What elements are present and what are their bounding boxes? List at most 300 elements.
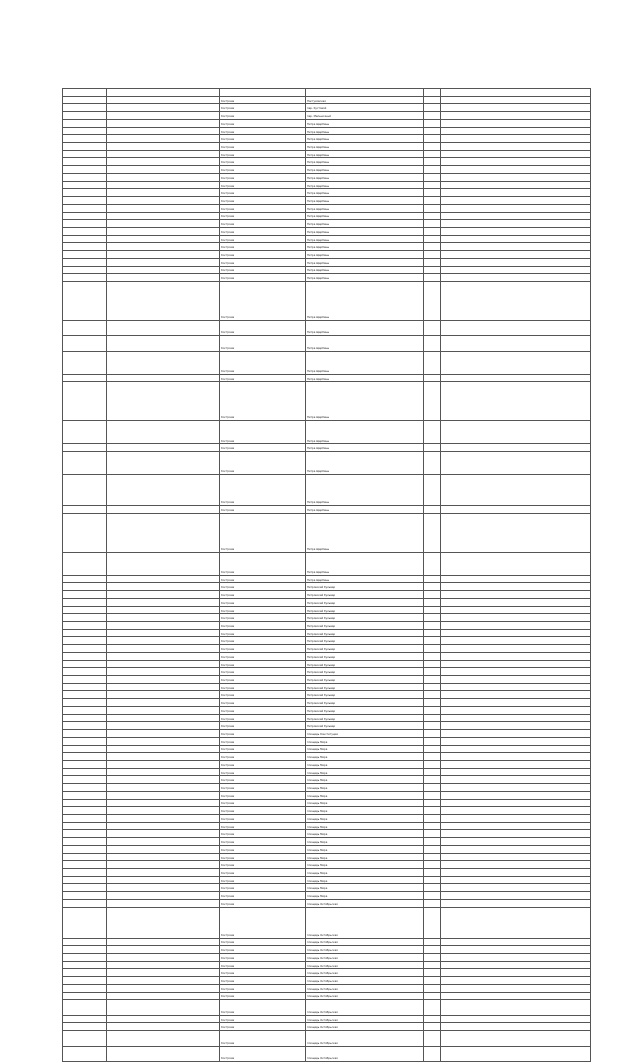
cell-house: [424, 660, 441, 668]
cell-n: [63, 807, 107, 815]
cell-n: [63, 660, 107, 668]
cell-city: Кострома: [220, 884, 306, 892]
cell-code: [107, 830, 220, 838]
cell-room: [441, 266, 591, 274]
cell-house: [424, 1015, 441, 1023]
table-row: [63, 181, 591, 189]
cell-street: площадь Октябрьская: [306, 992, 424, 1000]
cell-city: Кострома: [220, 676, 306, 684]
cell-house: [424, 220, 441, 228]
cell-code: [107, 791, 220, 799]
cell-code: [107, 181, 220, 189]
table-row: [63, 274, 591, 282]
cell-city: Кострома: [220, 266, 306, 274]
cell-house: [424, 683, 441, 691]
cell-city: Кострома: [220, 791, 306, 799]
cell-room: [441, 676, 591, 684]
table-row: [63, 969, 591, 977]
cell-room: [441, 838, 591, 846]
cell-code: [107, 768, 220, 776]
cell-room: [441, 814, 591, 822]
cell-room: [441, 791, 591, 799]
cell-code: [107, 622, 220, 630]
cell-city: Кострома: [220, 1046, 306, 1061]
cell-house: [424, 320, 441, 335]
cell-house: [424, 104, 441, 112]
cell-house: [424, 799, 441, 807]
cell-city: Кострома: [220, 969, 306, 977]
cell-city: Кострома: [220, 861, 306, 869]
cell-code: [107, 220, 220, 228]
cell-street: площадь Мира: [306, 807, 424, 815]
cell-house: [424, 699, 441, 707]
cell-code: [107, 119, 220, 127]
cell-n: [63, 953, 107, 961]
table-row: [63, 838, 591, 846]
cell-n: [63, 637, 107, 645]
cell-room: [441, 899, 591, 907]
table-row: [63, 668, 591, 676]
table-row: [63, 745, 591, 753]
cell-code: [107, 853, 220, 861]
cell-city: Кострома: [220, 189, 306, 197]
table-row: [63, 251, 591, 259]
cell-city: Кострома: [220, 892, 306, 900]
cell-city: Кострома: [220, 683, 306, 691]
cell-house: [424, 768, 441, 776]
cell-room: [441, 112, 591, 120]
registry-table: [62, 88, 591, 1062]
table-row: [63, 1023, 591, 1031]
cell-house: [424, 452, 441, 475]
cell-n: [63, 753, 107, 761]
cell-code: [107, 637, 220, 645]
cell-house: [424, 899, 441, 907]
cell-n: [63, 714, 107, 722]
cell-city: Кострома: [220, 830, 306, 838]
cell-code: [107, 274, 220, 282]
cell-house: [424, 622, 441, 630]
cell-n: [63, 513, 107, 552]
cell-n: [63, 892, 107, 900]
cell-house: [424, 150, 441, 158]
cell-house: [424, 946, 441, 954]
cell-room: [441, 475, 591, 506]
cell-code: [107, 227, 220, 235]
cell-code: [107, 984, 220, 992]
cell-n: [63, 127, 107, 135]
cell-house: [424, 281, 441, 320]
cell-code: [107, 89, 220, 97]
table-row: [63, 204, 591, 212]
cell-street: площадь Мира: [306, 853, 424, 861]
cell-city: Кострома: [220, 243, 306, 251]
cell-n: [63, 336, 107, 351]
cell-room: [441, 212, 591, 220]
cell-room: [441, 220, 591, 228]
cell-n: [63, 730, 107, 738]
cell-city: Кострома: [220, 336, 306, 351]
cell-n: [63, 645, 107, 653]
cell-room: [441, 135, 591, 143]
cell-room: [441, 938, 591, 946]
cell-street: Петра Щербины: [306, 204, 424, 212]
cell-room: [441, 552, 591, 575]
cell-n: [63, 676, 107, 684]
table-row: [63, 814, 591, 822]
cell-code: [107, 506, 220, 514]
cell-house: [424, 135, 441, 143]
cell-code: [107, 745, 220, 753]
cell-house: [424, 158, 441, 166]
cell-house: [424, 243, 441, 251]
cell-street: площадь Мира: [306, 892, 424, 900]
cell-room: [441, 606, 591, 614]
cell-street: Петра Щербины: [306, 552, 424, 575]
cell-code: [107, 212, 220, 220]
cell-street: пер. Мельничный: [306, 112, 424, 120]
cell-street: площадь Мира: [306, 745, 424, 753]
cell-city: Кострома: [220, 227, 306, 235]
cell-street: Петра Щербины: [306, 336, 424, 351]
cell-room: [441, 892, 591, 900]
table-row: [63, 869, 591, 877]
cell-room: [441, 799, 591, 807]
cell-code: [107, 320, 220, 335]
cell-code: [107, 799, 220, 807]
cell-city: Кострома: [220, 112, 306, 120]
cell-city: Кострома: [220, 977, 306, 985]
cell-n: [63, 1031, 107, 1046]
cell-n: [63, 1046, 107, 1061]
cell-street: площадь Мира: [306, 753, 424, 761]
cell-room: [441, 119, 591, 127]
table-row: [63, 753, 591, 761]
cell-street: площадь Октябрьская: [306, 1015, 424, 1023]
cell-street: Петровский бульвар: [306, 683, 424, 691]
cell-street: площадь Октябрьская: [306, 953, 424, 961]
cell-code: [107, 150, 220, 158]
cell-house: [424, 1000, 441, 1015]
cell-room: [441, 1015, 591, 1023]
cell-code: [107, 969, 220, 977]
cell-code: [107, 899, 220, 907]
cell-house: [424, 992, 441, 1000]
table-row: [63, 143, 591, 151]
table-row: [63, 768, 591, 776]
cell-house: [424, 204, 441, 212]
cell-street: Петра Щербины: [306, 150, 424, 158]
cell-room: [441, 977, 591, 985]
table-row: [63, 822, 591, 830]
cell-code: [107, 243, 220, 251]
cell-house: [424, 969, 441, 977]
cell-code: [107, 166, 220, 174]
cell-city: Кострома: [220, 784, 306, 792]
table-row: [63, 598, 591, 606]
cell-house: [424, 336, 441, 351]
cell-street: площадь Мира: [306, 822, 424, 830]
cell-city: Кострома: [220, 629, 306, 637]
cell-city: Кострома: [220, 869, 306, 877]
table-row: [63, 861, 591, 869]
cell-room: [441, 992, 591, 1000]
cell-code: [107, 281, 220, 320]
cell-street: Петра Щербины: [306, 274, 424, 282]
cell-street: площадь Мира: [306, 776, 424, 784]
table-row: [63, 227, 591, 235]
cell-code: [107, 598, 220, 606]
cell-house: [424, 119, 441, 127]
cell-code: [107, 668, 220, 676]
cell-city: Кострома: [220, 946, 306, 954]
cell-room: [441, 760, 591, 768]
cell-n: [63, 258, 107, 266]
cell-street: Петра Щербины: [306, 181, 424, 189]
cell-code: [107, 907, 220, 938]
cell-n: [63, 166, 107, 174]
cell-code: [107, 838, 220, 846]
cell-n: [63, 606, 107, 614]
cell-code: [107, 953, 220, 961]
cell-street: Петра Щербины: [306, 135, 424, 143]
table-row: [63, 266, 591, 274]
cell-street: Петра Щербины: [306, 166, 424, 174]
cell-street: Петровский бульвар: [306, 660, 424, 668]
table-row: [63, 235, 591, 243]
table-row: [63, 984, 591, 992]
cell-street: площадь Мира: [306, 869, 424, 877]
cell-code: [107, 189, 220, 197]
cell-n: [63, 135, 107, 143]
cell-house: [424, 421, 441, 444]
cell-room: [441, 444, 591, 452]
cell-city: Кострома: [220, 197, 306, 205]
cell-city: Кострома: [220, 660, 306, 668]
cell-n: [63, 251, 107, 259]
cell-room: [441, 645, 591, 653]
cell-code: [107, 513, 220, 552]
table-row: [63, 791, 591, 799]
table-row: [63, 513, 591, 552]
cell-n: [63, 830, 107, 838]
table-row: [63, 977, 591, 985]
cell-city: Кострома: [220, 421, 306, 444]
cell-house: [424, 606, 441, 614]
table-row: [63, 606, 591, 614]
cell-city: Кострома: [220, 938, 306, 946]
cell-code: [107, 421, 220, 444]
table-row: [63, 645, 591, 653]
cell-n: [63, 374, 107, 382]
cell-n: [63, 583, 107, 591]
cell-room: [441, 753, 591, 761]
cell-n: [63, 668, 107, 676]
cell-house: [424, 591, 441, 599]
table-row: [63, 652, 591, 660]
cell-room: [441, 730, 591, 738]
cell-house: [424, 506, 441, 514]
cell-n: [63, 104, 107, 112]
cell-room: [441, 127, 591, 135]
cell-n: [63, 189, 107, 197]
cell-room: [441, 714, 591, 722]
cell-code: [107, 845, 220, 853]
cell-city: Кострома: [220, 845, 306, 853]
cell-street: Петра Щербины: [306, 197, 424, 205]
cell-city: Кострома: [220, 822, 306, 830]
cell-house: [424, 1023, 441, 1031]
cell-street: Петра Щербины: [306, 374, 424, 382]
cell-code: [107, 135, 220, 143]
cell-room: [441, 853, 591, 861]
cell-n: [63, 552, 107, 575]
cell-room: [441, 197, 591, 205]
cell-city: Кострома: [220, 452, 306, 475]
cell-code: [107, 1031, 220, 1046]
cell-street: площадь Мира: [306, 884, 424, 892]
cell-street: площадь Октябрьская: [306, 1000, 424, 1015]
cell-street: Пастуховская: [306, 96, 424, 104]
cell-code: [107, 645, 220, 653]
table-row: [63, 591, 591, 599]
table-row: [63, 421, 591, 444]
cell-city: Кострома: [220, 645, 306, 653]
cell-street: площадь Октябрьская: [306, 946, 424, 954]
cell-city: Кострома: [220, 591, 306, 599]
cell-n: [63, 181, 107, 189]
cell-code: [107, 822, 220, 830]
cell-city: Кострома: [220, 622, 306, 630]
cell-street: Петра Щербины: [306, 575, 424, 583]
cell-code: [107, 807, 220, 815]
cell-city: Кострома: [220, 691, 306, 699]
cell-room: [441, 683, 591, 691]
table-row: [63, 737, 591, 745]
table-row: [63, 583, 591, 591]
cell-code: [107, 892, 220, 900]
cell-n: [63, 722, 107, 730]
cell-n: [63, 969, 107, 977]
cell-room: [441, 745, 591, 753]
cell-room: [441, 629, 591, 637]
table-row: [63, 938, 591, 946]
cell-room: [441, 830, 591, 838]
cell-code: [107, 158, 220, 166]
cell-room: [441, 251, 591, 259]
cell-street: Петровский бульвар: [306, 614, 424, 622]
table-row: [63, 135, 591, 143]
cell-room: [441, 258, 591, 266]
cell-city: Кострома: [220, 135, 306, 143]
table-row: [63, 475, 591, 506]
cell-city: Кострома: [220, 96, 306, 104]
cell-street: Петровский бульвар: [306, 714, 424, 722]
cell-city: Кострома: [220, 776, 306, 784]
cell-house: [424, 212, 441, 220]
cell-street: Петровский бульвар: [306, 706, 424, 714]
cell-street: площадь Конституции: [306, 730, 424, 738]
table-row: [63, 714, 591, 722]
cell-room: [441, 946, 591, 954]
cell-house: [424, 830, 441, 838]
cell-street: площадь Октябрьская: [306, 899, 424, 907]
cell-code: [107, 1023, 220, 1031]
table-row: [63, 699, 591, 707]
cell-city: Кострома: [220, 104, 306, 112]
cell-room: [441, 336, 591, 351]
cell-street: площадь Октябрьская: [306, 1023, 424, 1031]
cell-city: Кострома: [220, 668, 306, 676]
cell-city: Кострома: [220, 814, 306, 822]
cell-house: [424, 251, 441, 259]
cell-n: [63, 822, 107, 830]
cell-room: [441, 961, 591, 969]
cell-house: [424, 714, 441, 722]
cell-street: Петра Щербины: [306, 251, 424, 259]
cell-house: [424, 181, 441, 189]
cell-code: [107, 1015, 220, 1023]
cell-n: [63, 89, 107, 97]
table-row: [63, 96, 591, 104]
table-row: [63, 119, 591, 127]
cell-code: [107, 1046, 220, 1061]
cell-n: [63, 622, 107, 630]
cell-room: [441, 845, 591, 853]
cell-code: [107, 760, 220, 768]
cell-room: [441, 652, 591, 660]
cell-n: [63, 382, 107, 421]
cell-street: площадь Октябрьская: [306, 977, 424, 985]
cell-n: [63, 791, 107, 799]
table-row: [63, 637, 591, 645]
table-row: [63, 961, 591, 969]
cell-n: [63, 274, 107, 282]
cell-house: [424, 513, 441, 552]
cell-n: [63, 961, 107, 969]
cell-street: Петра Щербины: [306, 143, 424, 151]
table-row: [63, 506, 591, 514]
cell-room: [441, 382, 591, 421]
table-row: [63, 212, 591, 220]
table-row: [63, 374, 591, 382]
cell-code: [107, 336, 220, 351]
cell-street: Петра Щербины: [306, 452, 424, 475]
cell-house: [424, 629, 441, 637]
table-row: [63, 1046, 591, 1061]
cell-n: [63, 266, 107, 274]
table-row: [63, 992, 591, 1000]
cell-code: [107, 776, 220, 784]
cell-city: Кострома: [220, 876, 306, 884]
cell-city: Кострома: [220, 753, 306, 761]
cell-city: Кострома: [220, 1031, 306, 1046]
cell-room: [441, 181, 591, 189]
cell-room: [441, 822, 591, 830]
cell-house: [424, 235, 441, 243]
cell-house: [424, 776, 441, 784]
cell-room: [441, 235, 591, 243]
table-row: [63, 706, 591, 714]
cell-city: Кострома: [220, 984, 306, 992]
cell-code: [107, 475, 220, 506]
cell-house: [424, 112, 441, 120]
cell-code: [107, 699, 220, 707]
cell-city: Кострома: [220, 150, 306, 158]
cell-house: [424, 884, 441, 892]
cell-room: [441, 768, 591, 776]
cell-city: Кострома: [220, 204, 306, 212]
